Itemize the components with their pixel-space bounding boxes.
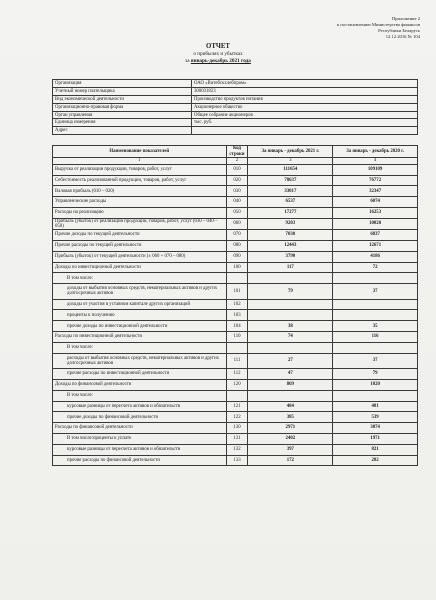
table-row [53, 284, 418, 300]
row-previous-value [333, 310, 418, 321]
row-current-value: 78637 [248, 175, 333, 186]
info-value [192, 127, 418, 135]
row-current-value: 17277 [248, 207, 333, 218]
header-col-number: 1 [53, 158, 227, 165]
row-current-value: 47 [248, 369, 333, 380]
row-current-value: 3790 [248, 251, 333, 262]
table-row [53, 423, 418, 434]
row-previous-value: 10020 [333, 218, 418, 229]
row-name: Выручка от реализации продукции, товаров, работ, услуг [53, 164, 227, 175]
row-current-value: 172 [248, 455, 333, 466]
table-row [53, 455, 418, 466]
row-name: прочие расходы по инвестиционной деятельности [53, 369, 227, 380]
row-current-value: 117 [248, 262, 333, 273]
row-name: Прибыль (убыток) от реализации продукции, товаров, работ, услуг (030 – 040 – 050) [53, 218, 227, 229]
table-row [53, 310, 418, 321]
info-value: Производство продуктов питания [192, 95, 418, 103]
row-code: 110 [226, 332, 248, 343]
table-row [53, 251, 418, 262]
row-previous-value [333, 273, 418, 284]
info-label: Единица измерения [53, 119, 192, 127]
info-row [53, 111, 418, 119]
row-code: 121 [226, 401, 248, 412]
info-row [53, 80, 418, 88]
row-previous-value: 37 [333, 284, 418, 300]
table-row [53, 164, 418, 175]
row-name: В том числе: [53, 273, 227, 284]
table-row [53, 390, 418, 401]
header-col-number: 4 [333, 158, 418, 165]
row-previous-value [333, 342, 418, 353]
row-name: Валовая прибыль (010 – 020) [53, 186, 227, 197]
row-name: прочие доходы по инвестиционной деятельности [53, 321, 227, 332]
row-code: 090 [226, 251, 248, 262]
row-name: Доходы по финансовой деятельности [53, 379, 227, 390]
row-previous-value: 481 [333, 401, 418, 412]
row-name: доходы от участия в уставном капитале других организаций [53, 299, 227, 310]
row-previous-value: 79 [333, 369, 418, 380]
row-previous-value: 3074 [333, 423, 418, 434]
period-value: январь-декабрь 2021 года [190, 58, 251, 64]
row-name: расходы от выбытия основных средств, нематериальных активов и других долгосрочных активов [53, 353, 227, 369]
row-current-value: 397 [248, 444, 333, 455]
row-name: проценты к получению [53, 310, 227, 321]
row-previous-value: 116 [333, 332, 418, 343]
row-previous-value: 1020 [333, 379, 418, 390]
row-code [226, 342, 248, 353]
report-subheading: о прибылях и убытках [193, 51, 243, 57]
row-current-value: 869 [248, 379, 333, 390]
row-current-value: 385 [248, 412, 333, 423]
info-label: Учетный номер плательщика [53, 87, 192, 95]
row-name: Прочие доходы по текущей деятельности [53, 230, 227, 241]
row-name: Прибыль (убыток) от текущей деятельности (± 060 + 070 – 080) [53, 251, 227, 262]
row-code: 100 [226, 262, 248, 273]
row-current-value: 33017 [248, 186, 333, 197]
info-label: Адрес [53, 127, 192, 135]
report-title [0, 43, 436, 65]
info-row [53, 119, 418, 127]
row-previous-value: 821 [333, 444, 418, 455]
row-previous-value: 32347 [333, 186, 418, 197]
row-code: 080 [226, 240, 248, 251]
table-row [53, 353, 418, 369]
info-label: Орган управления [53, 111, 192, 119]
table-row [53, 186, 418, 197]
row-current-value: 38 [248, 321, 333, 332]
row-current-value: 111654 [248, 164, 333, 175]
row-current-value: 6537 [248, 197, 333, 208]
row-code: 070 [226, 230, 248, 241]
info-label: Вид экономической деятельности [53, 95, 192, 103]
row-current-value: 74 [248, 332, 333, 343]
row-name: В том числе:проценты к уплате [53, 433, 227, 444]
row-current-value [248, 390, 333, 401]
row-name: доходы от выбытия основных средств, нематериальных активов и других долгосрочных активов [53, 284, 227, 300]
table-row [53, 332, 418, 343]
row-name: Расходы на реализацию [53, 207, 227, 218]
row-name: В том числе: [53, 390, 227, 401]
profit-loss-table [52, 145, 418, 466]
row-name: Управленческие расходы [53, 197, 227, 208]
info-value: ОАО «Витебскхлебпром» [192, 80, 418, 88]
info-value: тыс. руб. [192, 119, 418, 127]
header-col-number: 2 [226, 158, 248, 165]
row-current-value: 9203 [248, 218, 333, 229]
appendix-line: Республики Беларусь [378, 28, 420, 33]
row-code: 112 [226, 369, 248, 380]
row-name: прочие доходы по финансовой деятельности [53, 412, 227, 423]
row-code: 102 [226, 299, 248, 310]
info-row [53, 95, 418, 103]
header-current-period: За январь - декабрь 2021 г. [248, 146, 333, 158]
row-previous-value: 72 [333, 262, 418, 273]
info-label: Организационно-правовая форма [53, 103, 192, 111]
report-heading: ОТЧЕТ [206, 43, 230, 50]
row-code: 010 [226, 164, 248, 175]
appendix-line: к постановлению Министерства финансов [336, 22, 420, 27]
table-row [53, 197, 418, 208]
row-code: 120 [226, 379, 248, 390]
header-col-number: 3 [248, 158, 333, 165]
row-name: Доходы по инвестиционной деятельности [53, 262, 227, 273]
table-row [53, 299, 418, 310]
report-period [0, 58, 436, 65]
info-value: Акционерное общество [192, 103, 418, 111]
row-code: 060 [226, 218, 248, 229]
row-previous-value: 4186 [333, 251, 418, 262]
appendix-line: 12.12.2016 № 104 [385, 34, 420, 39]
row-current-value [248, 342, 333, 353]
row-previous-value: 539 [333, 412, 418, 423]
row-name: Расходы по инвестиционной деятельности [53, 332, 227, 343]
header-code: Код строки [226, 146, 248, 158]
row-code: 122 [226, 412, 248, 423]
row-code [226, 390, 248, 401]
row-previous-value: 109109 [333, 164, 418, 175]
info-value: Общее собрание акционеров [192, 111, 418, 119]
table-row [53, 321, 418, 332]
header-name: Наименование показателей [53, 146, 227, 158]
row-name: Расходы по финансовой деятельности [53, 423, 227, 434]
info-row [53, 127, 418, 135]
info-row [53, 87, 418, 95]
table-row [53, 401, 418, 412]
row-current-value: 12443 [248, 240, 333, 251]
organization-info-table [52, 79, 418, 135]
row-code: 101 [226, 284, 248, 300]
row-code: 132 [226, 444, 248, 455]
table-row [53, 218, 418, 229]
row-previous-value: 1971 [333, 433, 418, 444]
row-name: В том числе: [53, 342, 227, 353]
row-code [226, 273, 248, 284]
row-current-value: 484 [248, 401, 333, 412]
row-code: 020 [226, 175, 248, 186]
row-name: курсовые разницы от пересчета активов и обязательств [53, 444, 227, 455]
header-previous-period: За январь - декабрь 2020 г. [333, 146, 418, 158]
row-code: 030 [226, 186, 248, 197]
row-code: 050 [226, 207, 248, 218]
row-current-value [248, 299, 333, 310]
info-label: Организация [53, 80, 192, 88]
table-row [53, 230, 418, 241]
row-code: 133 [226, 455, 248, 466]
row-name: курсовые разницы от пересчета активов и обязательств [53, 401, 227, 412]
info-value: 300031823 [192, 87, 418, 95]
row-previous-value: 76772 [333, 175, 418, 186]
row-code: 103 [226, 310, 248, 321]
appendix-note [270, 16, 420, 40]
appendix-line: Приложение 2 [391, 16, 420, 21]
table-row [53, 342, 418, 353]
row-current-value [248, 273, 333, 284]
row-previous-value: 35 [333, 321, 418, 332]
table-row [53, 207, 418, 218]
row-code: 130 [226, 423, 248, 434]
row-current-value: 2402 [248, 433, 333, 444]
info-row [53, 103, 418, 111]
row-current-value: 79 [248, 284, 333, 300]
row-current-value [248, 310, 333, 321]
row-code: 131 [226, 433, 248, 444]
row-previous-value: 6074 [333, 197, 418, 208]
row-current-value: 7030 [248, 230, 333, 241]
period-prefix: за [185, 58, 190, 64]
row-previous-value [333, 390, 418, 401]
row-current-value: 2971 [248, 423, 333, 434]
table-row [53, 433, 418, 444]
row-previous-value: 37 [333, 353, 418, 369]
table-row [53, 240, 418, 251]
table-row [53, 175, 418, 186]
row-current-value: 27 [248, 353, 333, 369]
table-row [53, 273, 418, 284]
table-row [53, 444, 418, 455]
row-previous-value: 12671 [333, 240, 418, 251]
table-row [53, 262, 418, 273]
row-code: 111 [226, 353, 248, 369]
row-previous-value: 16253 [333, 207, 418, 218]
table-row [53, 379, 418, 390]
row-name: прочие расходы по финансовой деятельности [53, 455, 227, 466]
row-name: Себестоимость реализованной продукции, товаров, работ, услуг [53, 175, 227, 186]
table-row [53, 369, 418, 380]
row-code: 104 [226, 321, 248, 332]
table-row [53, 412, 418, 423]
row-name: Прочие расходы по текущей деятельности [53, 240, 227, 251]
row-previous-value: 6837 [333, 230, 418, 241]
row-code: 040 [226, 197, 248, 208]
row-previous-value: 282 [333, 455, 418, 466]
row-previous-value [333, 299, 418, 310]
